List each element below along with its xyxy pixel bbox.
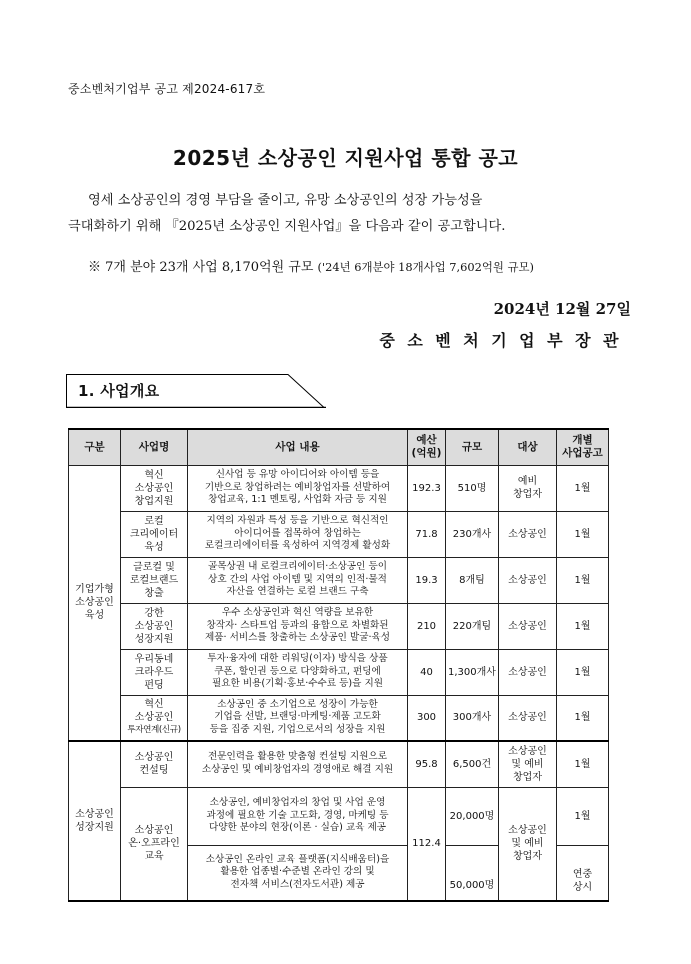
program-table bbox=[68, 428, 609, 902]
header-name: 사업명 bbox=[121, 429, 188, 465]
program-content-cell: 전문인력을 활용한 맞춤형 컨설팅 지원으로 소상공인 및 예비창업자의 경영애로 해결 지원 bbox=[188, 741, 408, 787]
notice-cell: 1월 bbox=[557, 787, 609, 845]
notice-number: 중소벤처기업부 공고 제2024-617호 bbox=[68, 82, 266, 96]
target-cell: 소상공인 bbox=[499, 695, 557, 741]
notice-cell: 연중 상시 bbox=[557, 845, 609, 901]
notice-cell: 1월 bbox=[557, 465, 609, 511]
scale-cell: 1,300개사 bbox=[446, 649, 499, 695]
budget-cell: 40 bbox=[408, 649, 446, 695]
category-cell: 소상공인 성장지원 bbox=[69, 741, 121, 901]
program-name-cell: 소상공인 컨설팅 bbox=[121, 741, 188, 787]
table-row bbox=[69, 787, 609, 845]
document-title: 2025년 소상공인 지원사업 통합 공고 bbox=[172, 146, 519, 170]
header-scale: 규모 bbox=[446, 429, 499, 465]
notice-date: 2024년 12월 27일 bbox=[493, 300, 631, 318]
program-name-cell: 우리동네 크라우드 펀딩 bbox=[121, 649, 188, 695]
section-header bbox=[66, 374, 326, 408]
budget-cell: 300 bbox=[408, 695, 446, 741]
scale-cell: 230개사 bbox=[446, 511, 499, 557]
program-content-cell: 소상공인, 예비창업자의 창업 및 사업 운영 과정에 필요한 기술 고도화, 경영, 마케팅 등 다양한 분야의 현장(이론 · 실습) 교육 제공 bbox=[188, 787, 408, 845]
scale-note bbox=[88, 256, 534, 275]
header-target: 대상 bbox=[499, 429, 557, 465]
target-cell: 소상공인 bbox=[499, 603, 557, 649]
program-content-cell: 소상공인 중 소기업으로 성장이 가능한 기업을 선발, 브랜딩·마케팅·제품 고도화 등을 집중 지원, 기업으로서의 성장을 지원 bbox=[188, 695, 408, 741]
table-row bbox=[69, 465, 609, 511]
notice-cell: 1월 bbox=[557, 603, 609, 649]
budget-cell: 192.3 bbox=[408, 465, 446, 511]
program-content-cell: 우수 소상공인과 혁신 역량을 보유한 창작자· 스타트업 등과의 융합으로 차별화된 제품· 서비스를 창출하는 소상공인 발굴·육성 bbox=[188, 603, 408, 649]
budget-cell: 19.3 bbox=[408, 557, 446, 603]
program-name-cell: 혁신 소상공인 창업지원 bbox=[121, 465, 188, 511]
program-content-cell: 신사업 등 유망 아이디어와 아이템 등을 기반으로 창업하려는 예비창업자를 선발하여 창업교육, 1:1 멘토링, 사업화 자금 등 지원 bbox=[188, 465, 408, 511]
program-name-cell: 로컬 크리에이터 육성 bbox=[121, 511, 188, 557]
budget-cell: 112.4 bbox=[408, 787, 446, 901]
table-row bbox=[69, 603, 609, 649]
header-category: 구분 bbox=[69, 429, 121, 465]
header-budget: 예산 (억원) bbox=[408, 429, 446, 465]
budget-cell: 210 bbox=[408, 603, 446, 649]
program-content-cell: 소상공인 온라인 교육 플랫폼(지식배움터)을 활용한 업종별·수준별 온라인 강의 및 전자책 서비스(전자도서관) 제공 bbox=[188, 845, 408, 901]
notice-cell: 1월 bbox=[557, 511, 609, 557]
target-cell: 소상공인 bbox=[499, 557, 557, 603]
target-cell: 예비 창업자 bbox=[499, 465, 557, 511]
target-cell: 소상공인 bbox=[499, 649, 557, 695]
intro-line-2: 극대화하기 위해 『2025년 소상공인 지원사업』을 다음과 같이 공고합니다. bbox=[68, 219, 506, 234]
target-cell: 소상공인 bbox=[499, 511, 557, 557]
budget-cell: 71.8 bbox=[408, 511, 446, 557]
table-row bbox=[69, 741, 609, 787]
scale-cell: 6,500건 bbox=[446, 741, 499, 787]
scale-cell: 510명 bbox=[446, 465, 499, 511]
header-notice: 개별 사업공고 bbox=[557, 429, 609, 465]
notice-cell: 1월 bbox=[557, 741, 609, 787]
table-row bbox=[69, 649, 609, 695]
scale-note-main: ※ 7개 분야 23개 사업 8,170억원 규모 bbox=[88, 260, 314, 275]
program-content-cell: 투자·융자에 대한 리워딩(이자) 방식을 상품 쿠폰, 할인권 등으로 다양화하고, 펀딩에 필요한 비용(기획·홍보·수수료 등)을 지원 bbox=[188, 649, 408, 695]
section-title: 1. 사업개요 bbox=[78, 382, 160, 400]
notice-cell: 1월 bbox=[557, 557, 609, 603]
table-row bbox=[69, 557, 609, 603]
program-name-cell: 혁신 소상공인 투자연계(신규) bbox=[121, 695, 188, 741]
scale-note-previous: ('24년 6개분야 18개사업 7,602억원 규모) bbox=[317, 260, 534, 274]
target-cell: 소상공인 및 예비 창업자 bbox=[499, 741, 557, 787]
program-name-cell: 글로컬 및 로컬브랜드 창출 bbox=[121, 557, 188, 603]
category-cell: 기업가형 소상공인 육성 bbox=[69, 465, 121, 741]
scale-cell: 20,000명 bbox=[446, 787, 499, 845]
program-name-cell: 소상공인 온·오프라인 교육 bbox=[121, 787, 188, 901]
program-name-cell: 강한 소상공인 성장지원 bbox=[121, 603, 188, 649]
issuer-name: 중소벤처기업부장관 bbox=[379, 331, 631, 350]
table-row bbox=[69, 695, 609, 741]
scale-cell: 50,000명 bbox=[446, 845, 499, 901]
scale-cell: 300개사 bbox=[446, 695, 499, 741]
notice-cell: 1월 bbox=[557, 649, 609, 695]
table-header-row bbox=[69, 429, 609, 465]
intro-line-1: 영세 소상공인의 경영 부담을 줄이고, 유망 소상공인의 성장 가능성을 bbox=[88, 193, 483, 208]
target-cell: 소상공인 및 예비 창업자 bbox=[499, 787, 557, 901]
program-content-cell: 지역의 자원과 특성 등을 기반으로 혁신적인 아이디어를 접목하여 창업하는 로컬크리에이터를 육성하여 지역경제 활성화 bbox=[188, 511, 408, 557]
notice-cell: 1월 bbox=[557, 695, 609, 741]
scale-cell: 220개팀 bbox=[446, 603, 499, 649]
header-content: 사업 내용 bbox=[188, 429, 408, 465]
scale-cell: 8개팀 bbox=[446, 557, 499, 603]
program-content-cell: 골목상권 내 로컬크리에이터·소상공인 등이 상호 간의 사업 아이템 및 지역의 인적·물적 자산을 연결하는 로컬 브랜드 구축 bbox=[188, 557, 408, 603]
intro-paragraph bbox=[68, 188, 634, 240]
budget-cell: 95.8 bbox=[408, 741, 446, 787]
table-row bbox=[69, 511, 609, 557]
